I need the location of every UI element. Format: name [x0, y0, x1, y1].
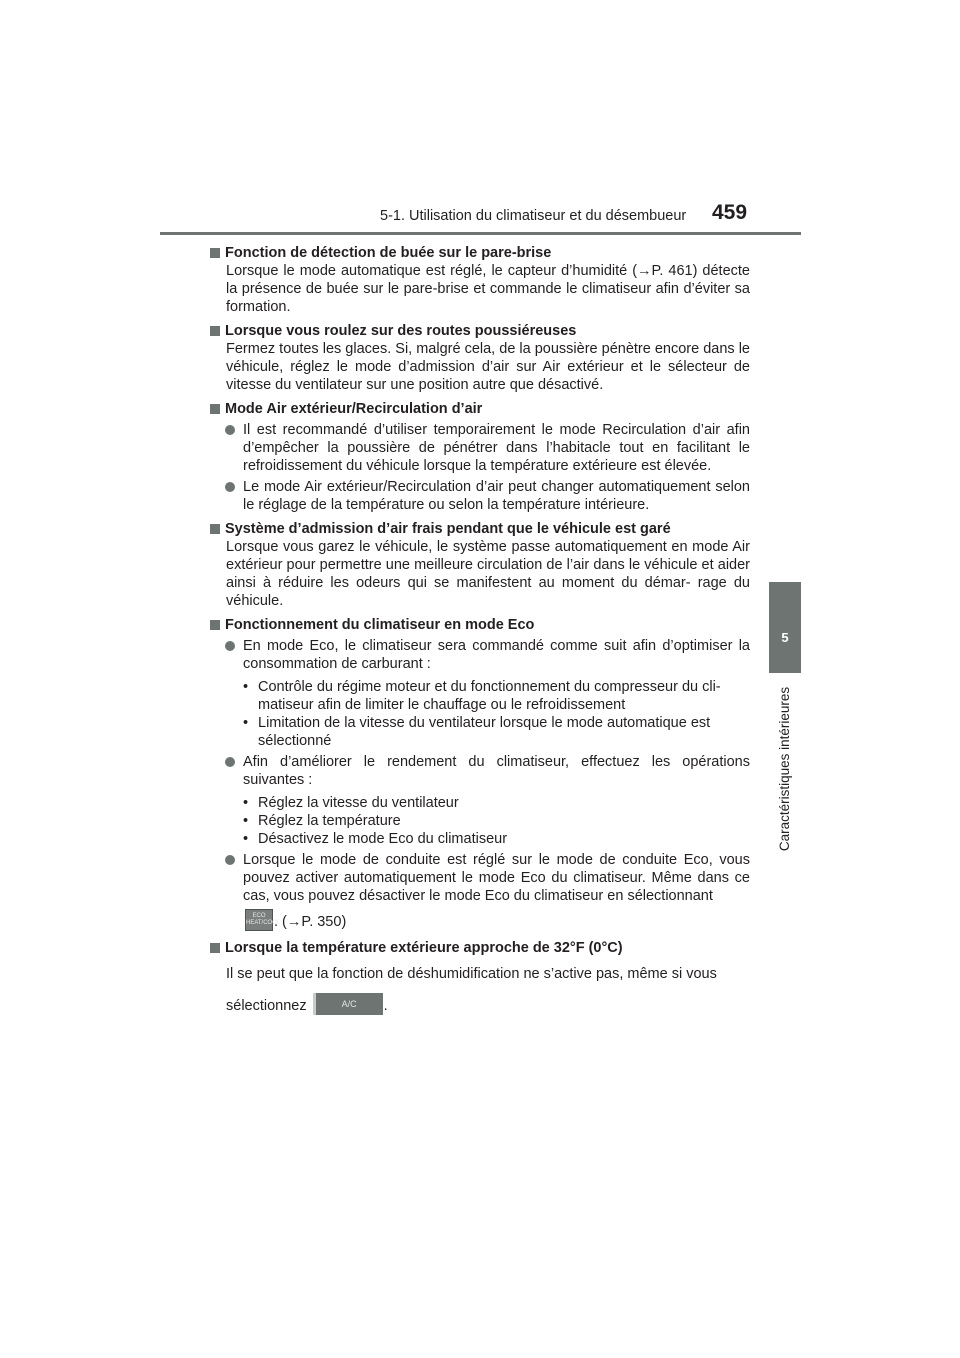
square-marker-icon [210, 943, 220, 953]
heading-text: Mode Air extérieur/Recirculation d’air [225, 401, 483, 417]
ac-button-label: A/C [341, 999, 357, 1009]
sub-list [210, 678, 750, 750]
page-number: 459 [712, 201, 748, 224]
eco-button-label: ECO [252, 913, 266, 919]
square-marker-icon [210, 326, 220, 336]
section-outside-temp [210, 939, 750, 1017]
sentence-end: . [383, 997, 388, 1014]
sub-bullet-marker: • [243, 715, 249, 731]
section-heading [210, 400, 750, 418]
chapter-title: Caractéristiques intérieures [777, 686, 792, 852]
sub-list-item-text: Désactivez le mode Eco du climatiseur [258, 831, 508, 847]
sub-list-item-text: Contrôle du régime moteur et du fonctionnement du compresseur du cli- matiseur afin de limiter le chauffage ou le refroidissement [258, 679, 721, 713]
eco-button-sublabel: HEAT/COOL [246, 920, 281, 926]
list-item [210, 753, 750, 789]
sub-list-item [243, 794, 750, 812]
page-reference: . (→P. 350) [274, 913, 347, 930]
section-parked-intake [210, 520, 750, 610]
heading-text: Fonctionnement du climatiseur en mode Eco [225, 617, 535, 633]
chapter-number: 5 [781, 630, 789, 645]
sub-list [210, 794, 750, 848]
section-body: Lorsque vous garez le véhicule, le système passe automatiquement en mode Air extérieur pour permettre une meilleure circulation de l’air dans le véhicule et aider ainsi à réduire les odeurs qui se manifestent au moment du démar- rage du véhicule. [226, 539, 750, 609]
list-item-text: Le mode Air extérieur/Recirculation d’air peut changer automatiquement selon le réglage de la température ou selon la température intérieure. [243, 479, 750, 513]
select-line [226, 995, 750, 1017]
sub-list-item-text: Réglez la vitesse du ventilateur [258, 795, 459, 811]
list-item [210, 421, 750, 475]
bullet-dot-icon [225, 855, 235, 865]
section-body: Fermez toutes les glaces. Si, malgré cela, de la poussière pénètre encore dans le véhicule, réglez le mode d’admission d’air sur Air extérieur et le sélecteur de vitesse du ventilateur sur une position autre que désactivé. [226, 341, 750, 393]
list-item-text: En mode Eco, le climatiseur sera commandé comme suit afin d’optimiser la consommation de carburant : [243, 638, 750, 672]
eco-heat-cool-button-icon [245, 909, 281, 931]
body-text: Il se peut que la fonction de déshumidification ne s’active pas, même si vous [226, 966, 717, 982]
square-marker-icon [210, 620, 220, 630]
list-item-text: Afin d’améliorer le rendement du climatiseur, effectuez les opérations suivantes : [243, 754, 750, 788]
sub-bullet-marker: • [243, 813, 249, 829]
header-rule [160, 232, 801, 235]
sub-list-item-text: Limitation de la vitesse du ventilateur lorsque le mode automatique est sélectionné [258, 715, 711, 749]
heading-text: Lorsque la température extérieure approche de 32°F (0°C) [225, 940, 623, 956]
sub-list-item-text: Réglez la température [258, 813, 401, 829]
section-heading [210, 939, 750, 957]
header-section-title: 5-1. Utilisation du climatiseur et du désembueur [380, 208, 687, 224]
sub-list-item [243, 678, 750, 714]
list-item [210, 851, 750, 933]
section-dusty-roads [210, 322, 750, 394]
select-text: sélectionnez [226, 997, 307, 1014]
chapter-title-vertical [775, 679, 795, 859]
heading-text: Fonction de détection de buée sur le pare-brise [225, 245, 552, 261]
section-heading [210, 322, 750, 340]
sub-list-item [243, 830, 750, 848]
section-body [210, 965, 750, 1017]
section-eco-mode [210, 616, 750, 933]
page-content [210, 244, 750, 1023]
bullet-dot-icon [225, 482, 235, 492]
bullet-dot-icon [225, 757, 235, 767]
heading-text: Lorsque vous roulez sur des routes poussiéreuses [225, 323, 577, 339]
eco-button-line [243, 911, 750, 933]
section-heading [210, 244, 750, 262]
list-item [210, 637, 750, 673]
section-heading [210, 616, 750, 634]
list-item-text: Il est recommandé d’utiliser temporairement le mode Recirculation d’air afin d’empêcher la poussière de pénétrer dans l’habitacle tout en facilitant le refroidissement du véhicule lorsque la température extérieure est élevée. [243, 422, 750, 474]
sub-list-item [243, 714, 750, 750]
heading-text: Système d’admission d’air frais pendant que le véhicule est garé [225, 521, 671, 537]
section-fog-detection [210, 244, 750, 316]
square-marker-icon [210, 524, 220, 534]
sub-bullet-marker: • [243, 795, 249, 811]
list-item [210, 478, 750, 514]
list-item-text: Lorsque le mode de conduite est réglé sur le mode de conduite Eco, vous pouvez activer automatiquement le mode Eco du climatiseur. Même dans ce cas, vous pouvez désactiver le mode Eco du climatiseur en sélectionnant [243, 852, 750, 904]
bullet-dot-icon [225, 641, 235, 651]
section-body: Lorsque le mode automatique est réglé, le capteur d’humidité (→P. 461) détecte la présence de buée sur le pare-brise et commande le climatiseur afin d’éviter sa formation. [226, 263, 750, 315]
section-heading [210, 520, 750, 538]
bullet-dot-icon [225, 425, 235, 435]
ac-button-icon [313, 993, 383, 1015]
square-marker-icon [210, 404, 220, 414]
square-marker-icon [210, 248, 220, 258]
sub-bullet-marker: • [243, 831, 249, 847]
chapter-tab [769, 582, 801, 673]
sub-list-item [243, 812, 750, 830]
section-air-mode [210, 400, 750, 514]
sub-bullet-marker: • [243, 679, 249, 695]
